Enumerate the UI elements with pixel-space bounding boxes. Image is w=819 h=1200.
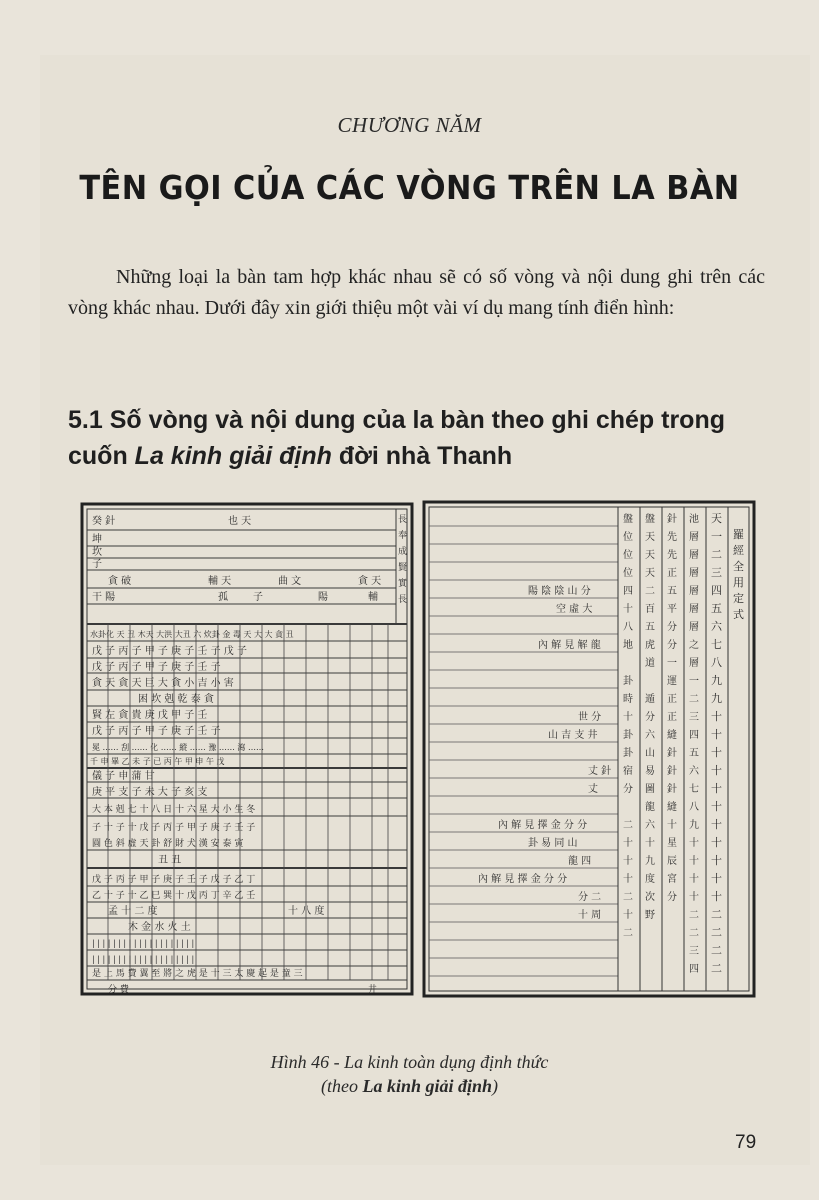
svg-text:貪 天: 貪 天 [358, 576, 382, 587]
svg-text:子 十 子 十 戊 子 丙 子 甲 子 庚 子 壬 子: 子 十 子 十 戊 子 丙 子 甲 子 庚 子 壬 子 [92, 823, 256, 833]
section-heading-suffix: đời nhà Thanh [331, 442, 513, 470]
svg-text:儀 子 申 蒲 甘: 儀 子 申 蒲 甘 [92, 771, 155, 782]
svg-text:分: 分 [667, 892, 677, 903]
svg-text:平: 平 [667, 604, 677, 615]
svg-text:十: 十 [711, 890, 722, 903]
left-panel [82, 504, 412, 995]
svg-text:子: 子 [253, 592, 263, 603]
svg-text:山: 山 [645, 748, 655, 759]
svg-text:十: 十 [711, 800, 722, 813]
svg-text:七: 七 [689, 784, 699, 795]
svg-text:戊 子 丙 子 甲 子 庚 子 壬 子 戊 子: 戊 子 丙 子 甲 子 庚 子 壬 子 戊 子 [92, 646, 247, 657]
svg-text:坎: 坎 [92, 547, 102, 558]
svg-text:十: 十 [711, 710, 722, 723]
svg-text:易: 易 [645, 766, 655, 777]
svg-text:內 解 見 擇 金 分 分: 內 解 見 擇 金 分 分 [498, 820, 588, 831]
svg-text:| | | | | | | | | | | | | | |: | | | | | | | | | | | | | | | | | | | | [92, 955, 195, 964]
svg-text:戊 子 丙 子 甲 子 庚 子 壬 子: 戊 子 丙 子 甲 子 庚 子 壬 子 [92, 662, 221, 673]
svg-text:一: 一 [667, 658, 677, 669]
svg-text:| | | | | | | | | | | | | | |: | | | | | | | | | | | | | | | | | | | | [92, 939, 195, 948]
svg-text:水卦化 天 丑 木天 大洪 大丑 六 炊卦 金 毒 天 大: 水卦化 天 丑 木天 大洪 大丑 六 炊卦 金 毒 天 大 大 貪 丑 [90, 630, 294, 639]
svg-text:龍: 龍 [645, 802, 655, 813]
svg-text:十: 十 [667, 820, 677, 831]
svg-text:戊 子 丙 子 甲 子 庚 子 壬 子 戊 子 乙 丁: 戊 子 丙 子 甲 子 庚 子 壬 子 戊 子 乙 丁 [92, 875, 256, 885]
svg-text:一: 一 [689, 676, 699, 687]
svg-text:六: 六 [645, 730, 655, 741]
svg-text:池: 池 [689, 514, 699, 525]
svg-text:十 八 度: 十 八 度 [288, 906, 325, 917]
section-heading-book-title: La kinh giải định [134, 442, 332, 470]
svg-text:縫: 縫 [667, 802, 677, 813]
svg-text:六: 六 [711, 620, 722, 633]
svg-text:內 解 見 解 龍: 內 解 見 解 龍 [538, 640, 601, 651]
svg-text:貪 天 貪 天 巨 大 貪 小 吉 小 害: 貪 天 貪 天 巨 大 貪 小 吉 小 害 [92, 678, 234, 689]
svg-text:天: 天 [645, 568, 655, 579]
svg-text:也 天: 也 天 [228, 516, 252, 527]
svg-text:二: 二 [711, 926, 722, 939]
svg-text:層: 層 [689, 604, 699, 615]
svg-text:長: 長 [398, 595, 408, 605]
svg-text:輔 天: 輔 天 [208, 576, 232, 587]
svg-text:分: 分 [645, 712, 655, 723]
svg-text:五: 五 [711, 602, 722, 615]
svg-text:內 解 見 擇 金 分 分: 內 解 見 擇 金 分 分 [478, 874, 568, 885]
svg-text:實: 實 [398, 579, 408, 589]
svg-text:乙 十 子 十 乙 巳 巽 十 戊 丙 丁 辛 乙 壬: 乙 十 子 十 乙 巳 巽 十 戊 丙 丁 辛 乙 壬 [92, 891, 256, 901]
old-chinese-table-image [78, 498, 758, 1003]
page-number: 79 [735, 1132, 757, 1153]
svg-text:正: 正 [667, 694, 677, 705]
right-panel [424, 502, 754, 996]
svg-text:十: 十 [623, 874, 633, 885]
svg-text:庚 平 支 子 未 大 子 亥 支: 庚 平 支 子 未 大 子 亥 支 [92, 787, 208, 798]
svg-text:宮: 宮 [667, 874, 677, 885]
svg-text:癸 針: 癸 針 [92, 516, 116, 527]
svg-text:二: 二 [623, 892, 633, 903]
svg-text:度: 度 [645, 874, 655, 885]
svg-text:盤: 盤 [645, 514, 655, 525]
svg-text:奉: 奉 [398, 531, 408, 541]
svg-text:分: 分 [623, 784, 633, 795]
svg-text:虎: 虎 [645, 640, 655, 651]
caption-line-1: Hình 46 - La kinh toàn dụng định thức [270, 1052, 549, 1072]
svg-text:九: 九 [711, 674, 722, 687]
svg-text:十: 十 [711, 728, 722, 741]
caption-line-2-prefix: (theo [320, 1076, 363, 1096]
svg-text:十: 十 [711, 746, 722, 759]
svg-text:卦: 卦 [623, 676, 633, 687]
svg-text:層: 層 [689, 550, 699, 561]
svg-text:五: 五 [689, 748, 699, 759]
svg-text:先: 先 [667, 550, 677, 561]
svg-text:十: 十 [623, 838, 633, 849]
svg-text:層: 層 [689, 622, 699, 633]
svg-text:井: 井 [368, 985, 378, 995]
svg-text:龍 四: 龍 四 [568, 856, 592, 867]
svg-text:野: 野 [645, 910, 655, 921]
svg-text:四: 四 [711, 584, 722, 597]
svg-text:圖: 圖 [645, 784, 655, 795]
svg-text:丑 丑: 丑 丑 [158, 855, 182, 866]
svg-text:遁: 遁 [645, 694, 655, 705]
svg-text:針: 針 [667, 748, 677, 759]
svg-text:一: 一 [711, 530, 722, 543]
svg-text:輔: 輔 [368, 592, 378, 603]
figure-caption [0, 1050, 819, 1098]
svg-text:用: 用 [733, 576, 744, 589]
svg-text:十: 十 [623, 712, 633, 723]
svg-text:宿: 宿 [623, 766, 633, 777]
svg-text:運: 運 [667, 676, 677, 687]
svg-text:冕 …… 刮 …… 化 …… 縱 …… 豫 …… 瀉 ……: 冕 …… 刮 …… 化 …… 縱 …… 豫 …… 瀉 …… [92, 743, 264, 752]
svg-text:二: 二 [645, 586, 655, 597]
svg-text:位: 位 [623, 550, 633, 561]
svg-text:四: 四 [689, 730, 699, 741]
chapter-label: CHƯƠNG NĂM [337, 113, 482, 137]
svg-text:二: 二 [623, 820, 633, 831]
svg-text:曲 文: 曲 文 [278, 576, 302, 587]
svg-text:分 費: 分 費 [108, 985, 129, 995]
svg-text:卦: 卦 [623, 730, 633, 741]
svg-text:九: 九 [711, 692, 722, 705]
svg-text:十: 十 [623, 856, 633, 867]
svg-text:三: 三 [689, 712, 699, 723]
svg-text:先: 先 [667, 532, 677, 543]
svg-text:三: 三 [689, 946, 699, 957]
svg-text:分: 分 [667, 640, 677, 651]
svg-text:是 上 馬 費 翼 至 將 之 虎 是 十 三 太 慶 起: 是 上 馬 費 翼 至 將 之 虎 是 十 三 太 慶 起 是 童 三 [92, 969, 303, 979]
svg-text:困 坎 剋 乾 泰 貪: 困 坎 剋 乾 泰 貪 [138, 694, 214, 705]
svg-text:道: 道 [645, 658, 655, 669]
intro-paragraph [68, 262, 765, 324]
svg-text:世 分: 世 分 [578, 712, 602, 723]
svg-text:三: 三 [711, 566, 722, 579]
svg-text:干 陽: 干 陽 [92, 592, 116, 603]
svg-text:賢 左 貪 貴 庚 戊 甲 子 壬: 賢 左 貪 貴 庚 戊 甲 子 壬 [92, 710, 208, 721]
svg-text:二: 二 [689, 910, 699, 921]
svg-text:層: 層 [689, 586, 699, 597]
svg-text:七: 七 [711, 638, 722, 651]
svg-text:空 虛 大: 空 虛 大 [556, 604, 593, 615]
svg-text:十: 十 [689, 874, 699, 885]
caption-line-2 [0, 1074, 819, 1098]
section-heading-prefix: 5.1 Số vòng và nội dung của la bàn theo ghi chép trong cuốn [68, 406, 725, 470]
right-panel-title-glyph: 羅 [733, 528, 744, 541]
svg-text:八: 八 [623, 622, 633, 633]
svg-text:長: 長 [398, 515, 408, 525]
svg-text:正: 正 [667, 568, 677, 579]
svg-text:十: 十 [711, 854, 722, 867]
svg-text:十: 十 [711, 836, 722, 849]
svg-text:二: 二 [711, 944, 722, 957]
svg-text:四: 四 [689, 964, 699, 975]
chapter-title: TÊN GỌI CỦA CÁC VÒNG TRÊN LA BÀN [79, 168, 740, 207]
svg-text:六: 六 [645, 820, 655, 831]
svg-text:時: 時 [623, 694, 633, 705]
caption-line-2-suffix: ) [492, 1076, 499, 1096]
svg-text:孟 十 二 度: 孟 十 二 度 [108, 906, 158, 917]
svg-text:丈 針: 丈 針 [588, 766, 612, 777]
svg-text:成: 成 [398, 547, 408, 557]
svg-text:式: 式 [733, 608, 744, 621]
svg-text:賢: 賢 [398, 563, 408, 573]
svg-text:卦 易 同 山: 卦 易 同 山 [528, 838, 578, 849]
svg-text:位: 位 [623, 532, 633, 543]
svg-text:天: 天 [711, 512, 722, 525]
svg-text:十: 十 [623, 910, 633, 921]
svg-text:針: 針 [667, 514, 677, 525]
svg-text:天: 天 [645, 550, 655, 561]
svg-text:八: 八 [689, 802, 699, 813]
svg-text:陽 陰 陰 山 分: 陽 陰 陰 山 分 [528, 586, 591, 597]
svg-text:十: 十 [689, 892, 699, 903]
svg-text:山 吉 支 井: 山 吉 支 井 [548, 730, 598, 741]
svg-text:子: 子 [92, 559, 102, 570]
svg-text:孤: 孤 [218, 592, 228, 603]
svg-text:十: 十 [711, 872, 722, 885]
svg-text:九: 九 [645, 856, 655, 867]
svg-text:十: 十 [623, 604, 633, 615]
svg-text:千 申 畢 乙 未 子 已 丙 午 甲 申 午 戊: 千 申 畢 乙 未 子 已 丙 午 甲 申 午 戊 [90, 757, 225, 766]
svg-text:二: 二 [689, 928, 699, 939]
svg-text:五: 五 [667, 586, 677, 597]
svg-text:十: 十 [711, 818, 722, 831]
svg-text:五: 五 [645, 622, 655, 633]
svg-text:百: 百 [645, 604, 655, 615]
svg-text:正: 正 [667, 712, 677, 723]
svg-text:分 二: 分 二 [578, 892, 602, 903]
svg-text:十: 十 [689, 838, 699, 849]
svg-text:戊 子 丙 子 甲 子 庚 子 壬 子: 戊 子 丙 子 甲 子 庚 子 壬 子 [92, 726, 221, 737]
svg-text:縫: 縫 [667, 730, 677, 741]
svg-text:盤: 盤 [623, 514, 633, 525]
svg-text:星: 星 [667, 838, 677, 849]
svg-text:卦: 卦 [623, 748, 633, 759]
svg-text:十: 十 [689, 856, 699, 867]
svg-text:層: 層 [689, 532, 699, 543]
svg-text:坤: 坤 [92, 534, 102, 545]
svg-text:二: 二 [711, 962, 722, 975]
svg-text:二: 二 [711, 548, 722, 561]
svg-text:木 金 水 火 土: 木 金 水 火 土 [128, 922, 191, 933]
svg-text:六: 六 [689, 766, 699, 777]
svg-text:十: 十 [645, 838, 655, 849]
svg-text:定: 定 [733, 592, 744, 605]
svg-text:辰: 辰 [667, 856, 677, 867]
svg-text:八: 八 [711, 656, 722, 669]
svg-text:層: 層 [689, 568, 699, 579]
svg-text:天: 天 [645, 532, 655, 543]
svg-text:之: 之 [689, 640, 699, 651]
svg-text:九: 九 [689, 820, 699, 831]
figure-table-image [78, 498, 758, 1003]
svg-text:大 本 剋 七 十 八 日 十 六 星 大 小 生 冬: 大 本 剋 七 十 八 日 十 六 星 大 小 生 冬 [92, 805, 256, 815]
svg-text:圓 色 斜 虛 天 卦 舒 財 犬 漢 安 泰 寅: 圓 色 斜 虛 天 卦 舒 財 犬 漢 安 泰 寅 [92, 839, 244, 849]
svg-text:十 周: 十 周 [578, 910, 602, 921]
svg-text:經: 經 [733, 544, 744, 557]
svg-text:丈: 丈 [588, 784, 598, 795]
svg-text:十: 十 [711, 782, 722, 795]
svg-text:分: 分 [667, 622, 677, 633]
svg-text:二: 二 [689, 694, 699, 705]
section-heading [68, 402, 768, 474]
svg-text:針: 針 [667, 784, 677, 795]
svg-text:陽: 陽 [318, 592, 328, 603]
svg-text:四: 四 [623, 586, 633, 597]
svg-text:針: 針 [667, 766, 677, 777]
svg-text:地: 地 [623, 640, 633, 651]
svg-text:次: 次 [645, 892, 655, 903]
svg-text:層: 層 [689, 658, 699, 669]
svg-text:貪 破: 貪 破 [108, 576, 132, 587]
svg-text:二: 二 [711, 908, 722, 921]
caption-book-title: La kinh giải định [362, 1076, 493, 1096]
intro-text: Những loại la bàn tam hợp khác nhau sẽ có số vòng và nội dung ghi trên các vòng khác nhau. Dưới đây xin giới thiệu một vài ví dụ mang tính điển hình: [68, 266, 765, 319]
svg-text:十: 十 [711, 764, 722, 777]
svg-text:二: 二 [623, 928, 633, 939]
svg-text:位: 位 [623, 568, 633, 579]
svg-text:全: 全 [733, 560, 744, 573]
